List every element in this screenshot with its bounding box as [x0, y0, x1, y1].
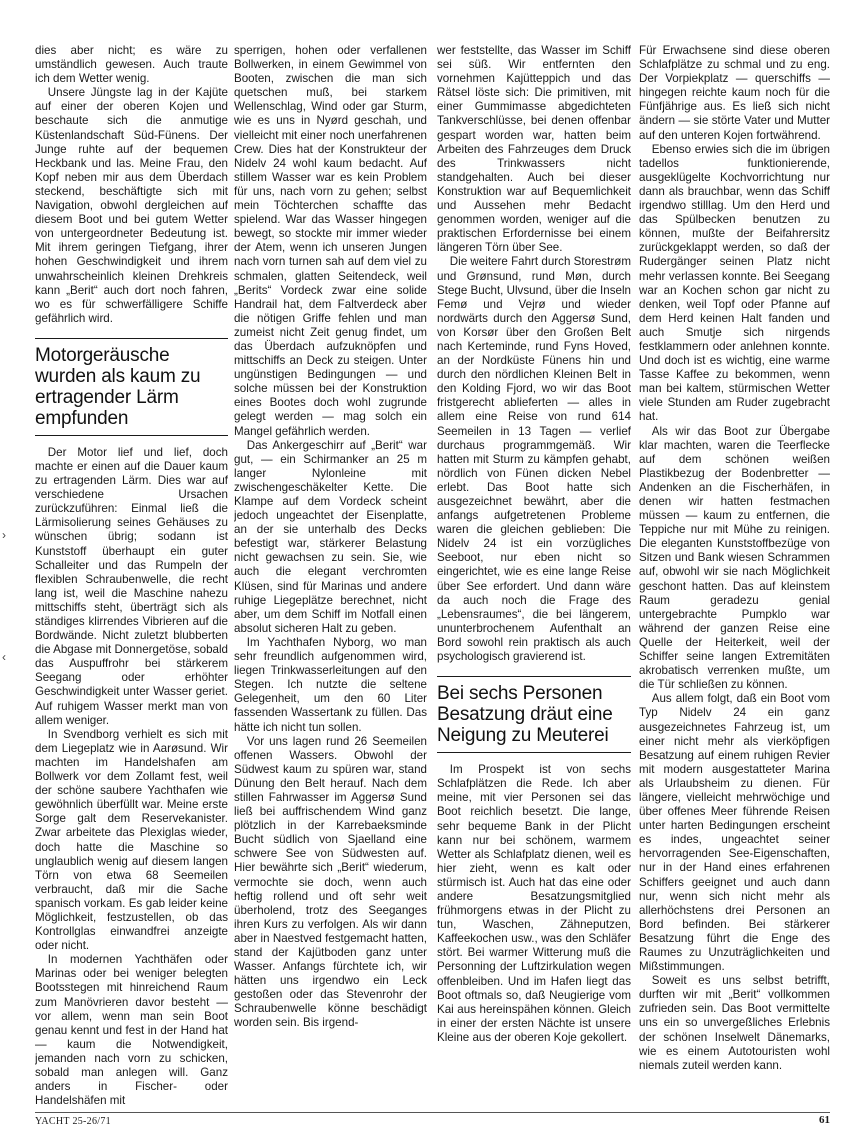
- paragraph: dies aber nicht; es wäre zu umständlich gewesen. Auch traute ich dem Wetter wenig.: [35, 44, 228, 86]
- footer-magazine-issue: YACHT 25-26/71: [35, 1116, 111, 1127]
- paragraph: Unsere Jüngste lag in der Kajüte auf einer der oberen Kojen und beschaute sich die anmutige Küstenlandschaft Süd-Fünens. Der Junge ruhte auf der bequemen Heckbank und las. Meine Frau, den Kopf neben mir aus dem Überdach steckend, beschäftigte sich mit Navigation, obwohl dergleichen auf diesem Boot und bei gutem Wetter von untergeordneter Bedeutung ist. Mit ihrem geringen Tiefgang, ihrer hohen Geschwindigkeit und ihrem unwahrscheinlich kleinen Drehkreis kann „Berit“ auch dort noch fahren, wo es für schwerfälligere Schiffe gefährlich wird.: [35, 86, 228, 325]
- paragraph: Ebenso erwies sich die im übrigen tadellos funktionierende, ausgeklügelte Kochvorrichtung nur dann als brauchbar, wenn das Schiff irgendwo stilllag. Um den Herd und das Spülbecken benutzen zu können, mußte der Beifahrersitz zurückgeklappt werden, so daß der Rudergänger seinen Platz nicht mehr verlassen konnte. Bei Seegang war an Kochen schon gar nicht zu denken, weil Topf oder Pfanne auf dem Herd keinen Halt fanden und auch Smutje sich nirgends festklammern oder anlehnen konnte. Und doch ist es wichtig, eine warme Tasse Kaffee zu bekommen, wenn man bei kaltem, stürmischen Wetter viele Stunden am Ruder zugebracht hat.: [639, 142, 830, 424]
- paragraph: Im Prospekt ist von sechs Schlafplätzen die Rede. Ich aber meine, mit vier Personen sei das Boot reichlich besetzt. Die lange, sehr bequeme Bank in der Plicht kann nur bei schönem, warmem Wetter als Schlafplatz dienen, weil es hier zieht, wenn es kalt oder stürmisch ist. Auch hat das eine oder andere Besatzungsmitglied frühmorgens etwas in der Plicht zu tun, Waschen, Zähneputzen, Kaffeekochen usw., was den Schläfer stört. Bei warmer Witterung muß die Personning der Luftzirkulation wegen offenbleiben. Und im Hafen liegt das Boot oftmals so, daß Neugierige vom Kai aus hereinspähen können. Gleich in einer der ersten Nächte ist unsere Kleine aus der oberen Koje gekollert.: [437, 763, 631, 1044]
- paragraph: Das Ankergeschirr auf „Berit“ war gut, — ein Schirmanker an 25 m langer Nylonleine mit zwischengeschäkelter Kette. Die Klampe auf dem Vordeck scheint jedoch ungeachtet der Eisenplatte, an der sie unterhalb des Decks befestigt war, stärkerer Belastung nicht gewachsen zu sein. Sie, wie auch die elegant verchromten Klüsen, sind für Marinas und andere ruhige Liegeplätze berechnet, nicht aber, um dem Schiff im Notfall einen absolut sicheren Halt zu geben.: [234, 438, 427, 635]
- margin-mark: ›: [2, 528, 6, 542]
- footer-rule: [35, 1112, 830, 1113]
- paragraph: Als wir das Boot zur Übergabe klar machten, waren die Teerflecke auf dem schönen weißen Plastikbezug der Bodenbretter — Andenken an die Fischerhäfen, in denen wir hatten festmachen müssen — kaum zu entfernen, die Teppiche nur mit Mühe zu reinigen. Die eleganten Kunststoffbezüge von Sitzen und Bank wiesen Schrammen auf, obwohl wir sie nach Möglichkeit geschont hatten. Das auf kleinstem Raum geradezu genial untergebrachte Pumpklo war während der ganzen Reise eine Quelle der Heiterkeit, weil der Schiffer seine langen Extremitäten akrobatisch verrenken mußte, um die Tür schließen zu können.: [639, 424, 830, 692]
- margin-mark: ‹: [2, 650, 6, 664]
- section-heading-box: [437, 676, 631, 753]
- paragraph: sperrigen, hohen oder verfallenen Bollwerken, in einem Gewimmel von Booten, zwischen die man sich quetschen muß, bei starkem Wellenschlag, Wind oder gar Sturm, wie es uns in Nyørd geschah, und vielleicht mit einer noch unerfahrenen Crew. Dies hat der Konstrukteur der Nidelv 24 wohl kaum bedacht. Auf stillem Wasser war es kein Problem für uns, nach vorn zu gehen; selbst mein Töchterchen schaffte das spielend. War das Wasser hingegen bewegt, so stockte mir immer wieder der Atem, wenn ich unseren Jungen nach vorn turnen sah auf dem viel zu schmalen, glatten Seitendeck, weil „Berits“ Vordeck zwar eine solide Handrail hat, dem Faltverdeck aber die nötigen Griffe fehlen und man zumeist nicht Zeit genug findet, um das Überdach aufzuknöpfen und mittschiffs an Deck zu steigen. Unter ungünstigen Bedingungen — und solche müssen bei der Konstruktion eines Bootes doch wohl zugrunde gelegt werden — mag solch ein Mangel gefährlich werden.: [234, 44, 427, 438]
- paragraph: Aus allem folgt, daß ein Boot vom Typ Nidelv 24 ein ganz ausgezeichnetes Fahrzeug ist, um einer nicht mehr als vierköpfigen Besatzung auf einem ruhigen Revier mit modern ausgestatteter Marina als Urlaubsheim zu dienen. Für längere, vielleicht mehrwöchige und über offenes Meer führende Reisen unter harten Bedingungen erscheint es indes, ungeachtet seiner hervorragenden See-Eigenschaften, nur in der Hand eines erfahrenen Schiffers geeignet und auch dann nur, wenn sich nicht mehr als allerhöchstens drei Personen an Bord befinden. Bei stärkerer Besatzung führt die Enge des Raumes zu Unzuträglichkeiten und Mißstimmungen.: [639, 692, 830, 974]
- column-4: [639, 44, 830, 1073]
- paragraph: wer feststellte, das Wasser im Schiff sei süß. Wir entfernten den vornehmen Kajütteppich und das Rätsel löste sich: Die primitiven, mit einer Gummimasse abgedichteten Tankverschlüsse, bei denen offenbar gespart worden war, hatten beim Arbeiten des Fahrzeuges dem Druck des Trinkwassers nicht standgehalten. Auch bei dieser Konstruktion war auf Bequemlichkeit und Aussehen mehr Bedacht genommen worden, weniger auf die praktischen Erfordernisse bei einem längeren Törn über See.: [437, 44, 631, 255]
- paragraph: Für Erwachsene sind diese oberen Schlafplätze zu schmal und zu eng. Der Vorpiekplatz — querschiffs — hingegen reichte kaum noch für die Fünfjährige aus. Es ließ sich nicht ändern — sie störte Vater und Mutter auf den unteren Kojen fortwährend.: [639, 44, 830, 142]
- paragraph: Im Yachthafen Nyborg, wo man sehr freundlich aufgenommen wird, liegen Trinkwasserleitungen auf den Stegen. Ich nutzte die seltene Gelegenheit, um den 60 Liter fassenden Wassertank zu füllen. Das hätte ich nicht tun sollen.: [234, 635, 427, 734]
- footer-page-number: 61: [819, 1114, 830, 1126]
- paragraph: Vor uns lagen rund 26 Seemeilen offenen Wassers. Obwohl der Südwest kaum zu spüren war, stand Dünung den Belt herauf. Nach dem stillen Fahrwasser im Aggersø Sund ließ bei auffrischendem Wind ganz plötzlich in der Karrebaeksminde Bucht südlich von Sjaelland eine schwere See von Südwesten auf. Hier bewährte sich „Berit“ wiederum, vermochte sie doch, wenn auch heftig rollend und oft sehr weit überholend, trotz des Seeganges ihren Kurs zu verfolgen. Als wir dann aber in Naestved festgemacht hatten, stand der Kajütboden ganz unter Wasser. Anfangs fürchtete ich, wir hätten uns irgendwo ein Leck gestoßen oder das Stevenrohr der Schraubenwelle könne beschädigt worden sein. Bis irgend-: [234, 734, 427, 1030]
- paragraph: Die weitere Fahrt durch Storestrøm und Grønsund, rund Møn, durch Stege Bucht, Ulvsund, über die Inseln Femø und Vejrø und wieder nordwärts durch den Aggersø Sund, von Korsør über den Großen Belt nach Kerteminde, rund Fyns Hoved, an der Nordküste Fünens hin und durch den nördlichen Kleinen Belt in den Kolding Fjord, wo wir das Boot fristgerecht ablieferten — alles in allem eine Reise von rund 614 Seemeilen in 13 Tagen — verlief durchaus programmgemäß. Wir hatten mit Sturm zu kämpfen gehabt, nördlich von Fünen dicken Nebel erlebt. Das Boot hatte sich ausgezeichnet bewährt, aber die anfangs aufgetretenen Probleme waren die gleichen geblieben: Die Nidelv 24 ist ein vorzügliches Seeboot, nur eben nicht so eingerichtet, wie es eine lange Reise über See erfordert. Und dann wäre da auch noch die Frage des „Lebensraumes“, die bei längerem, ununterbrochenem Aufenthalt an Bord sowohl rein praktisch als auch psychologisch gravierend ist.: [437, 255, 631, 664]
- column-2: [234, 44, 427, 1031]
- paragraph: Der Motor lief und lief, doch machte er einen auf die Dauer kaum zu ertragenden Lärm. Dies war auf verschiedene Ursachen zurückzuführen: Einmal ließ die Lärmisolierung seines Gehäuses zu wünschen übrig; sodann ist Kunststoff überhaupt ein guter Schalleiter und das Rumpeln der flexiblen Schraubenwelle, die recht lang ist, weil die Maschine nahezu mittschiffs steht, überträgt sich als ständiges klirrendes Vibrieren auf die Bordwände. Nicht zuletzt blubberten die Abgase mit Donnergetöse, sobald das Auspuffrohr bei stärkerem Seegang oder erhöhter Geschwindigkeit unter Wasser geriet. Auf ruhigem Wasser merkt man von allem weniger.: [35, 445, 228, 727]
- paragraph: In Svendborg verhielt es sich mit dem Liegeplatz wie in Aarøsund. Wir machten im Handelshafen am Bollwerk vor dem Zollamt fest, weil der schöne saubere Yachthafen wie gewöhnlich überfüllt war. Meine erste Sorge galt dem Reservekanister. Zwar arbeitete das Plexiglas wieder, doch hatte die Maschine so unglaublich wenig auf diesem langen Törn von etwa 68 Seemeilen verbraucht, daß mir die Sache spanisch vorkam. Es gab leider keine Möglichkeit, festzustellen, ob das Kontrollglas einwandfrei anzeigte oder nicht.: [35, 727, 228, 953]
- section-heading: Bei sechs Personen Besatzung dräut eine Neigung zu Meuterei: [437, 683, 613, 747]
- paragraph: In modernen Yachthäfen oder Marinas oder bei weniger belegten Bootsstegen mit hinreichend Raum zum Manövrieren davor besteht — vor allem, wenn man sein Boot genau kennt und fest in der Hand hat — kaum die Notwendigkeit, jemanden nach vorn zu schicken, sobald man anlegen will. Ganz anders in Fischer- oder Handelshäfen mit: [35, 953, 228, 1108]
- column-3: [437, 44, 631, 1045]
- section-heading-box: [35, 338, 228, 436]
- column-1: [35, 44, 228, 1108]
- paragraph: Soweit es uns selbst betrifft, durften wir mit „Berit“ vollkommen zufrieden sein. Das Boot vermittelte uns ein so unvergeßliches Erlebnis der schönen Inselwelt Dänemarks, wie es einem Autotouristen wohl niemals zuteil werden kann.: [639, 974, 830, 1072]
- section-heading: Motorgeräusche wurden als kaum zu ertragender Lärm empfunden: [35, 344, 201, 429]
